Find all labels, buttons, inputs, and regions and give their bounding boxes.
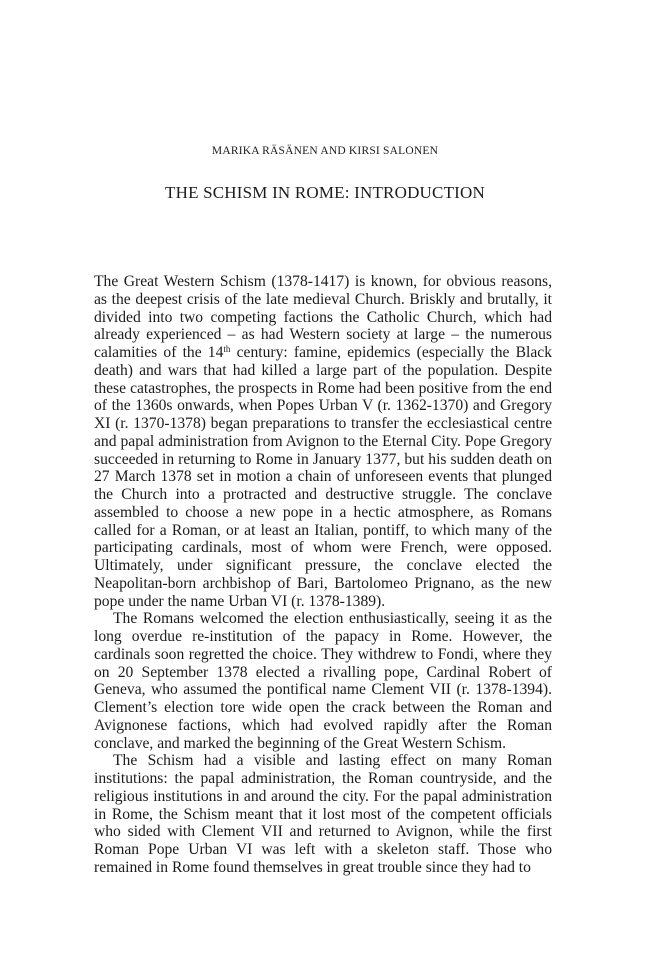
- paragraph-1-text-start: The Great Western Schism (1378-1417) is known, for obvious reasons, as the deepest crisis of the late medieval Church. Briskly and brutally, it divided into two competing factions the Catholic Church, which had already experienced – as had Western society at large – the numerous calamities of the 14: [94, 273, 552, 361]
- paragraph-3: The Schism had a visible and lasting effect on many Roman institutions: the papal administration, the Roman countryside, and the religious institutions in and around the city. For the papal administration in Rome, the Schism meant that it lost most of the competent officials who sided with Clement VII and returned to Avignon, while the first Roman Pope Urban VI was left with a skeleton staff. Those who remained in Rome found themselves in great trouble since they had to: [94, 752, 552, 876]
- paragraph-1: [94, 273, 552, 610]
- author-names: MARIKA RÄSÄNEN AND KIRSI SALONEN: [211, 145, 439, 157]
- superscript-ordinal: th: [223, 344, 231, 354]
- chapter-title: THE SCHISM IN ROME: INTRODUCTION: [165, 183, 485, 202]
- chapter-body: [94, 273, 552, 877]
- paragraph-2: The Romans welcomed the election enthusiastically, seeing it as the long overdue re-institution of the papacy in Rome. However, the cardinals soon regretted the choice. They withdrew to Fondi, where they on 20 September 1378 elected a rivalling pope, Cardinal Robert of Geneva, who assumed the pontifical name Clement VII (r. 1378-1394). Clement’s election tore wide open the crack between the Roman and Avignonese factions, which had evolved rapidly after the Roman conclave, and marked the beginning of the Great Western Schism.: [94, 610, 552, 752]
- paragraph-1-text-end: century: famine, epidemics (especially the Black death) and wars that had killed a large part of the population. Despite these catastrophes, the prospects in Rome had been positive from the end of the 1360s onwards, when Popes Urban V (r. 1362-1370) and Gregory XI (r. 1370-1378) began preparations to transfer the ecclesiastical centre and papal administration from Avignon to the Eternal City. Pope Gregory succeeded in returning to Rome in January 1377, but his sudden death on 27 March 1378 set in motion a chain of unforeseen events that plunged the Church into a protracted and destructive struggle. The conclave assembled to choose a new pope in a hectic atmosphere, as Romans called for a Roman, or at least an Italian, pontiff, to which many of the participating cardinals, most of whom were French, were opposed. Ultimately, under significant pressure, the conclave elected the Neapolitan-born archbishop of Bari, Bartolomeo Prignano, as the new pope under the name Urban VI (r. 1378-1389).: [94, 344, 552, 610]
